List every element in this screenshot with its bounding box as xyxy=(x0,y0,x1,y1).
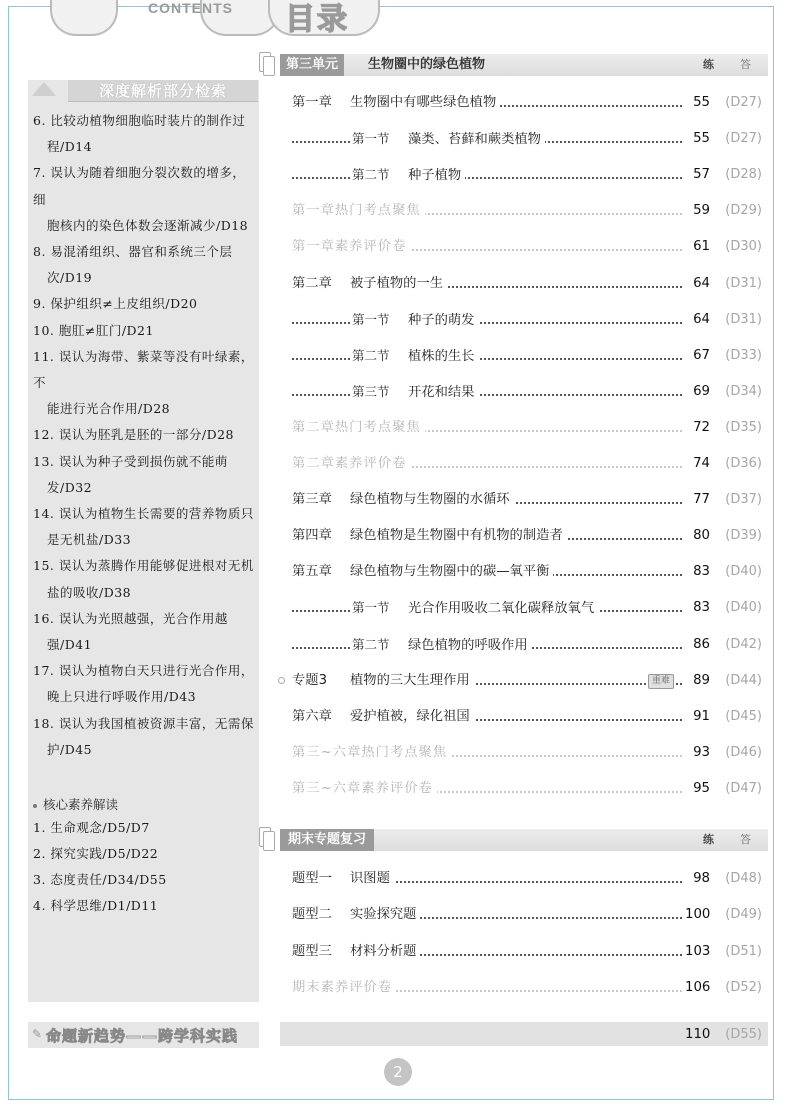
toc-answer-page: (D37) xyxy=(725,492,762,508)
core-section-title xyxy=(33,795,118,813)
sidebar-title: 深度解析部分检索 xyxy=(68,80,258,102)
answer-column-label: 答 xyxy=(740,58,751,71)
toc-answer-page: (D49) xyxy=(725,907,762,923)
toc-page-number: 100 xyxy=(682,904,710,926)
sidebar-title-bar xyxy=(28,80,259,106)
sidebar-item xyxy=(33,711,255,763)
toc-page-number: 93 xyxy=(682,742,710,764)
toc-row-label xyxy=(292,977,396,999)
toc-row-label xyxy=(292,941,420,963)
toc-row-label xyxy=(292,670,474,692)
difficulty-tag: 重难 xyxy=(648,674,674,689)
toc-page-number: 74 xyxy=(682,453,710,475)
book-icon-part xyxy=(263,831,275,851)
sidebar-item-line: 护/D45 xyxy=(47,741,93,757)
leader-dots xyxy=(292,309,682,324)
toc-answer-page: (D40) xyxy=(725,564,762,580)
toc-answer-page: (D46) xyxy=(725,744,762,760)
bottom-banner xyxy=(28,1022,259,1048)
toc-row[interactable] xyxy=(292,778,762,800)
toc-row-title: 被子植物的一生 xyxy=(350,275,444,291)
toc-row[interactable] xyxy=(292,670,762,692)
toc-page-number: 106 xyxy=(682,977,710,999)
page-number: 2 xyxy=(384,1058,412,1086)
practice-column-label: 练 xyxy=(703,58,714,71)
toc-row-label xyxy=(352,128,545,151)
toc-row-label xyxy=(292,778,437,800)
toc-row[interactable] xyxy=(292,706,762,728)
toc-row[interactable] xyxy=(292,309,762,331)
sidebar-item-line: 6. 比较动植物细胞临时装片的制作过 xyxy=(33,113,246,128)
toc-row[interactable] xyxy=(292,525,762,547)
toc-answer-page: (D33) xyxy=(725,347,762,363)
leader-dots xyxy=(292,381,682,396)
toc-row-title: 生物圈中有哪些绿色植物 xyxy=(350,95,497,110)
sidebar-item xyxy=(33,422,255,448)
sidebar-item-line: 盐的吸收/D38 xyxy=(47,584,132,600)
toc-row[interactable] xyxy=(292,273,762,295)
toc-row[interactable] xyxy=(292,941,762,963)
book-stack-icon xyxy=(257,50,277,78)
toc-row-label xyxy=(352,381,478,404)
core-list xyxy=(33,815,255,919)
toc-row[interactable] xyxy=(292,164,762,186)
sidebar-item-line: 是无机盐/D33 xyxy=(47,532,132,548)
toc-answer-page: (D31) xyxy=(725,311,762,327)
sidebar-item-line: 强/D41 xyxy=(47,637,93,653)
toc-row-number: 第一节 xyxy=(352,600,390,616)
unit-label: 第三单元 xyxy=(280,54,344,76)
toc-page-number: 69 xyxy=(682,381,710,403)
toc-row-label xyxy=(352,164,465,187)
core-item: 2. 探究实践/D5/D22 xyxy=(33,846,159,861)
header-graphic xyxy=(30,0,380,40)
final-review-label: 期末专题复习 xyxy=(280,829,374,851)
toc-row-number: 第三节 xyxy=(352,383,390,399)
core-item: 3. 态度责任/D34/D55 xyxy=(33,872,167,887)
toc-row-label xyxy=(352,597,598,620)
toc-answer-page: (D55) xyxy=(725,1027,762,1042)
sidebar-item-line: 胞核内的染色体数会逐渐减少/D18 xyxy=(47,217,249,233)
leader-dots xyxy=(292,345,682,360)
toc-page-number: 55 xyxy=(682,128,710,150)
toc-row[interactable] xyxy=(292,1024,762,1046)
toc-row-label xyxy=(292,868,394,890)
unit-header-bar xyxy=(280,54,768,76)
toc-row-label xyxy=(292,273,447,295)
toc-row[interactable] xyxy=(292,92,762,114)
toc-answer-page: (D52) xyxy=(725,979,762,995)
toc-row[interactable] xyxy=(292,868,762,890)
toc-row-label xyxy=(292,92,500,114)
toc-row-title: 植物的三大生理作用 xyxy=(350,672,470,688)
toc-row[interactable] xyxy=(292,381,762,403)
toc-row[interactable] xyxy=(292,904,762,926)
toc-row-title: 第二章素养评价卷 xyxy=(292,456,407,471)
toc-row-label xyxy=(292,561,553,583)
toc-row[interactable] xyxy=(292,742,762,764)
toc-row-title: 绿色植物与生物圈中的碳—氧平衡 xyxy=(350,564,550,580)
sidebar-item-line: 15. 误认为蒸腾作用能够促进根对无机 xyxy=(33,558,254,574)
toc-page-number: 110 xyxy=(685,1027,711,1042)
sidebar-item-line: 9. 保护组织≠上皮组织/D20 xyxy=(33,296,198,312)
toc-row-label xyxy=(352,345,478,368)
toc-row-number: 第一节 xyxy=(352,131,390,147)
toc-row-label xyxy=(292,453,410,475)
sidebar-item xyxy=(33,606,255,658)
toc-answer-page: (D48) xyxy=(725,871,762,886)
toc-page-number: 83 xyxy=(682,561,710,583)
toc-answer-page: (D27) xyxy=(725,131,762,147)
toc-row-label xyxy=(292,525,567,547)
toc-answer-page: (D44) xyxy=(725,672,762,688)
toc-row-number: 第二节 xyxy=(352,636,390,652)
sidebar-item xyxy=(33,553,255,605)
toc-row[interactable] xyxy=(292,453,762,475)
topic-bullet-icon xyxy=(278,677,285,684)
toc-row-number: 第六章 xyxy=(292,708,332,724)
toc-answer-page: (D39) xyxy=(725,528,762,544)
toc-row-title: 期末素养评价卷 xyxy=(292,979,393,995)
toc-page-number: 89 xyxy=(682,670,710,692)
toc-row-title: 光合作用吸收二氧化碳释放氧气 xyxy=(408,601,595,617)
header-cloud-bubble xyxy=(50,0,118,36)
sidebar-item xyxy=(33,239,255,291)
toc-row-label xyxy=(292,904,420,926)
sidebar-item xyxy=(33,501,255,553)
sidebar-item-line: 18. 误认为我国植被资源丰富，无需保 xyxy=(33,715,254,731)
toc-row[interactable] xyxy=(292,597,762,619)
toc-row-label xyxy=(292,706,474,728)
toc-page-number: 55 xyxy=(682,92,710,114)
toc-row-title: 第二章热门考点聚焦 xyxy=(292,419,421,435)
toc-answer-page: (D30) xyxy=(725,239,762,255)
leader-dots xyxy=(292,164,682,179)
sidebar-item xyxy=(33,108,255,160)
toc-page-number: 91 xyxy=(682,706,710,728)
sidebar-item-line: 8. 易混淆组织、器官和系统三个层 xyxy=(33,244,233,260)
mulu-word: 目录 xyxy=(285,2,349,37)
toc-row-title: 材料分析题 xyxy=(350,943,417,959)
toc-row-title: 藻类、苔藓和蕨类植物 xyxy=(408,132,541,148)
toc-page-number: 57 xyxy=(682,164,710,186)
toc-page-number: 64 xyxy=(682,273,710,295)
sidebar-item xyxy=(33,318,255,344)
toc-row-label xyxy=(292,489,514,511)
toc-answer-page: (D34) xyxy=(725,383,762,399)
toc-answer-page: (D36) xyxy=(725,456,762,471)
sidebar-item xyxy=(33,658,255,710)
toc-row-number: 题型二 xyxy=(292,907,332,923)
toc-row[interactable] xyxy=(292,634,762,656)
toc-page-number: 80 xyxy=(682,525,710,547)
bottom-banner-text: 命题新趋势——跨学科实践 xyxy=(46,1027,239,1045)
toc-row-number: 第三章 xyxy=(292,492,332,508)
sidebar-item-line: 12. 误认为胚乳是胚的一部分/D28 xyxy=(33,427,234,443)
toc-page-number: 83 xyxy=(682,597,710,619)
toc-page-number: 77 xyxy=(682,489,710,511)
toc-answer-page: (D40) xyxy=(725,600,762,616)
toc-row-number: 第二节 xyxy=(352,167,390,183)
sidebar-item-line: 14. 误认为植物生长需要的营养物质只 xyxy=(33,506,254,522)
sidebar-item-line: 次/D19 xyxy=(47,270,93,286)
toc-row-title: 识图题 xyxy=(350,871,390,886)
toc-row-title: 植株的生长 xyxy=(408,348,475,364)
toc-row-label xyxy=(292,200,425,222)
toc-answer-page: (D28) xyxy=(725,167,762,183)
core-item: 4. 科学思维/D1/D11 xyxy=(33,898,159,913)
toc-row-title: 绿色植物是生物圈中有机物的制造者 xyxy=(350,528,563,544)
bullet-dot-icon xyxy=(33,804,37,808)
toc-answer-page: (D51) xyxy=(725,943,762,959)
toc-row[interactable] xyxy=(292,489,762,511)
toc-page-number: 72 xyxy=(682,417,710,439)
sidebar-item-line: 发/D32 xyxy=(47,479,93,495)
sidebar-item-line: 13. 误认为种子受到损伤就不能萌 xyxy=(33,453,228,469)
toc-row-title: 开花和结果 xyxy=(408,384,475,400)
toc-row-title: 种子植物 xyxy=(408,168,462,184)
toc-page-number: 67 xyxy=(682,345,710,367)
sidebar-item-line: 16. 误认为光照越强，光合作用越 xyxy=(33,610,228,626)
toc-page-number: 61 xyxy=(682,236,710,258)
toc-answer-page: (D29) xyxy=(725,203,762,219)
sidebar-item-line: 11. 误认为海带、紫菜等没有叶绿素，不 xyxy=(33,348,254,391)
toc-page-number: 59 xyxy=(682,200,710,222)
sidebar-item-line: 10. 胞肛≠肛门/D21 xyxy=(33,322,154,338)
toc-row-title: 第一章热门考点聚焦 xyxy=(292,203,421,219)
toc-row-title: 第三~六章素养评价卷 xyxy=(292,780,433,796)
toc-answer-page: (D31) xyxy=(725,275,762,291)
toc-row-number: 专题3 xyxy=(292,672,328,688)
toc-row-number: 第一章 xyxy=(292,95,332,110)
toc-row-number: 第一节 xyxy=(352,311,390,327)
toc-row-label xyxy=(292,417,425,439)
toc-row[interactable] xyxy=(292,128,762,150)
toc-row[interactable] xyxy=(292,236,762,258)
toc-row-number: 第五章 xyxy=(292,564,332,580)
practice-column-label: 练 xyxy=(703,833,714,846)
toc-row-number: 题型三 xyxy=(292,943,332,959)
final-review-header-bar xyxy=(280,829,768,851)
contents-word: CONTENTS xyxy=(148,0,233,16)
toc-row[interactable] xyxy=(292,417,762,439)
toc-page-number: 103 xyxy=(682,941,710,963)
sidebar-item-line: 17. 误认为植物白天只进行光合作用， xyxy=(33,663,254,679)
sidebar-item-line: 能进行光合作用/D28 xyxy=(47,401,171,417)
toc-row-title: 绿色植物与生物圈的水循环 xyxy=(350,492,510,508)
toc-page-number: 86 xyxy=(682,634,710,656)
toc-row-label xyxy=(352,634,532,657)
book-icon-part xyxy=(263,56,275,76)
toc-row-number: 第二章 xyxy=(292,275,332,291)
sidebar-list xyxy=(33,108,255,763)
toc-row-label xyxy=(352,309,478,332)
sidebar-item xyxy=(33,449,255,501)
toc-row-title: 种子的萌发 xyxy=(408,312,475,328)
toc-row-title: 爱护植被，绿化祖国 xyxy=(350,708,470,724)
toc-row-number: 第二节 xyxy=(352,347,390,363)
toc-row-number: 第四章 xyxy=(292,528,332,544)
toc-page-number: 95 xyxy=(682,778,710,800)
toc-answer-page: (D47) xyxy=(725,780,762,796)
toc-row-label xyxy=(292,236,410,258)
sidebar-item-line: 程/D14 xyxy=(47,139,93,155)
toc-answer-page: (D45) xyxy=(725,708,762,724)
toc-answer-page: (D27) xyxy=(725,95,762,110)
toc-row[interactable] xyxy=(292,200,762,222)
toc-row-title: 绿色植物的呼吸作用 xyxy=(408,637,528,653)
toc-row-title: 第一章素养评价卷 xyxy=(292,239,407,255)
toc-row-title: 实验探究题 xyxy=(350,907,417,923)
toc-row-label xyxy=(292,742,451,764)
toc-row[interactable] xyxy=(292,345,762,367)
toc-answer-page: (D42) xyxy=(725,636,762,652)
toc-row-number: 题型一 xyxy=(292,871,332,886)
core-section-label: 核心素养解读 xyxy=(43,797,119,812)
toc-row[interactable] xyxy=(292,561,762,583)
toc-answer-page: (D35) xyxy=(725,419,762,435)
pencil-icon: ✎ xyxy=(32,1027,43,1041)
toc-page-number: 98 xyxy=(682,868,710,890)
sidebar-item xyxy=(33,160,255,239)
book-stack-icon xyxy=(257,825,277,853)
toc-page-number: 64 xyxy=(682,309,710,331)
core-item: 1. 生命观念/D5/D7 xyxy=(33,820,150,835)
toc-row[interactable] xyxy=(292,977,762,999)
toc-row-title: 第三~六章热门考点聚焦 xyxy=(292,744,448,760)
corner-triangle-icon xyxy=(32,82,56,96)
answer-column-label: 答 xyxy=(740,833,751,846)
sidebar-item xyxy=(33,291,255,317)
sidebar-item xyxy=(33,344,255,423)
unit-name: 生物圈中的绿色植物 xyxy=(368,57,486,72)
sidebar-item-line: 7. 误认为随着细胞分裂次数的增多，细 xyxy=(33,165,246,207)
sidebar-item-line: 晚上只进行呼吸作用/D43 xyxy=(47,689,197,705)
